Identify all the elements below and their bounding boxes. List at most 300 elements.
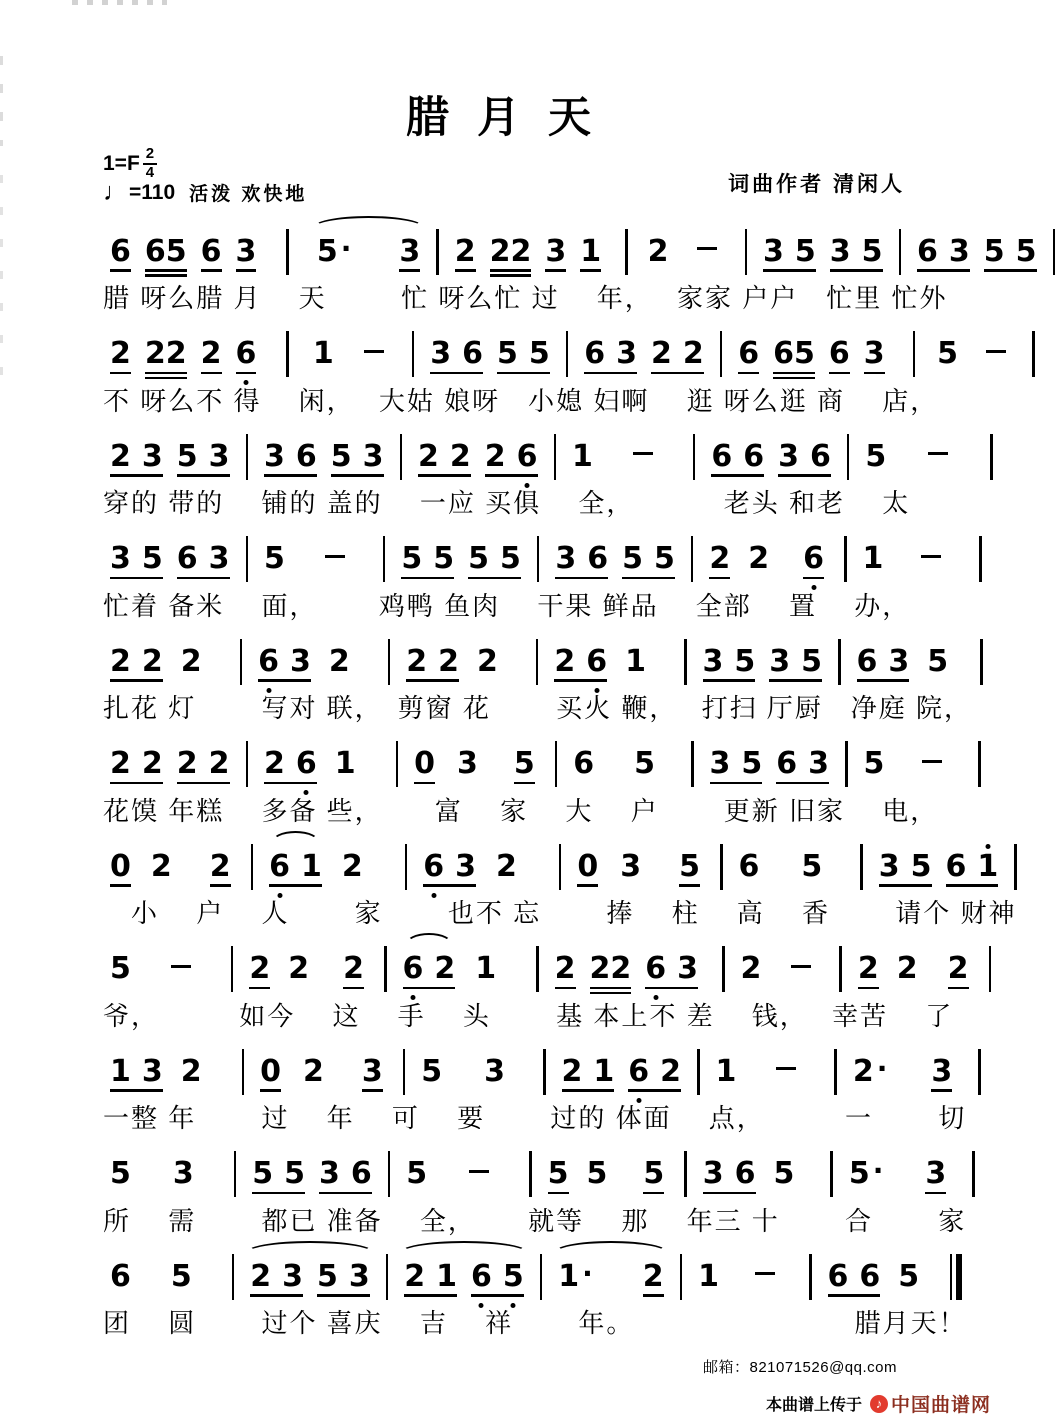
note-token [848,1154,884,1191]
beam-line [643,1294,664,1297]
beam-line [679,884,700,887]
note-token [801,848,823,884]
note-token [497,336,550,371]
beam-line [418,474,471,477]
note-digit: 2 [406,643,428,679]
spacer [324,764,328,765]
note-token [620,848,642,884]
note-digit: 5 [937,336,958,371]
spacer [363,764,387,765]
lyrics-line: 扎花 灯 写对 联， 剪窗 花 买火 鞭， 打扫 厅厨 净庭 院， [103,693,973,723]
note-token [584,336,637,371]
barline [566,331,569,377]
barline [412,331,415,377]
note-digit: 1 [334,746,356,781]
note-digit: 6 [471,1258,492,1294]
note-digit: 2 [434,951,456,986]
note-token [917,233,970,269]
note-token [110,541,163,576]
note-digit: 3 [620,848,642,884]
spacer [170,1071,174,1072]
note-digit: 3 [829,233,851,269]
spacer [138,1276,164,1277]
meter-numerator: 2 [143,146,157,165]
note-token [176,438,230,474]
note-digit: 6 [295,746,317,781]
note-digit: 3 [282,1258,303,1294]
note-token [457,746,478,781]
barline [405,844,408,890]
note-digit: 6 [803,541,824,576]
barline [745,229,748,275]
note-token [343,951,364,986]
final-barline [950,1254,962,1300]
beam-line [110,782,163,785]
notation-system [103,1237,967,1340]
spacer [298,354,306,355]
barline [555,741,558,787]
note-digit: 5 [316,233,338,269]
spacer [298,251,310,252]
spacer [925,969,941,970]
note-digit: 0 [577,848,599,884]
spacer [955,456,981,457]
spacer [892,354,904,355]
note-digit: 2 [209,848,231,884]
note-token [679,848,700,884]
email-label: 邮箱： [702,1359,750,1376]
barline [684,639,687,685]
note-digit: 2 [176,746,198,781]
note-digit: 1 [110,1053,131,1089]
note-digit: 5 [547,1156,569,1191]
note-digit: 3 [172,1156,194,1191]
beam-line [236,269,257,272]
beam-line [471,1294,524,1297]
note-token [698,1258,720,1294]
notes-line [103,725,945,795]
barline [625,229,628,275]
beam-line [545,269,566,272]
spacer [358,260,392,261]
beam-line [264,474,317,477]
note-token [325,558,345,561]
beam-line [622,577,675,580]
note-token [110,643,163,679]
note-digit: 5 [861,233,883,269]
key-label: 1=F [103,151,140,175]
barline [1014,844,1017,890]
barline [240,639,243,685]
site-logo [870,1390,991,1417]
note-token [471,1258,524,1294]
note-digit: 5 [679,848,700,884]
barline [722,946,725,992]
note-digit: 3 [430,336,452,371]
note-digit: 6 [516,438,538,474]
note-token [172,1156,194,1191]
note-digit: 3 [709,746,731,781]
note-digit: 3 [925,1156,947,1191]
note-token [110,438,163,474]
spacer [801,1174,821,1175]
note-token [249,951,271,986]
beam-line [925,1192,946,1195]
beam-line [331,474,384,477]
beam-line [110,269,131,272]
note-token [573,746,595,781]
barline [839,946,842,992]
note-token [740,951,762,986]
note-digit: 2 [343,951,364,986]
note-digit: 2 [438,643,459,679]
beam-line [110,1089,163,1092]
note-token [110,1156,131,1191]
beam-line [319,1192,372,1195]
spacer [724,251,736,252]
dot-after: · [582,1256,593,1290]
spacer [483,866,489,867]
note-digit: 6 [628,1053,650,1089]
note-token [776,1070,796,1073]
slur-group [397,1258,531,1294]
beam-line [562,1089,615,1092]
note-digit: 6 [859,1258,881,1294]
beam-line [628,1089,681,1092]
note-digit: 1 [301,848,322,884]
note-digit: 5 [983,233,1005,269]
note-digit: 2 [947,951,969,986]
spacer [614,1174,636,1175]
note-token [738,848,760,884]
beam-line [645,987,698,990]
note-token [561,1053,615,1089]
spacer [138,866,144,867]
note-token [922,763,942,766]
note-digit: 6 [587,541,609,576]
note-digit: 1 [715,1053,737,1089]
note-digit: 6 [776,746,798,781]
note-digit: 3 [141,438,163,474]
note-token [513,746,535,781]
spacer [886,969,890,970]
note-token [711,438,765,474]
beam-line [403,987,456,990]
note-token [402,951,456,986]
beam-line [430,372,483,375]
note-digit: 6 [110,233,131,269]
barline [847,434,850,480]
note-digit: 5 [497,336,518,371]
beam-line [406,679,459,682]
notation-system [103,1135,967,1238]
note-digit: 3 [808,746,829,781]
notes-line [103,1135,945,1205]
notation-area [103,212,1037,1340]
lyrics-line: 团 圆 过个 喜庆 吉 祥 年。 腊月天！ [103,1308,967,1338]
note-digit: 5 [1015,233,1037,269]
quarter-note-icon: ♩ [103,178,128,206]
beam-line [201,372,222,375]
note-digit: 5 [330,438,352,474]
note-token [328,643,350,679]
beam-line [404,1294,457,1297]
barline [403,1049,406,1095]
note-digit: 5 [773,1156,795,1191]
note-digit: 3 [702,643,724,679]
contact-email [703,1356,897,1377]
note-digit: 3 [110,541,131,576]
note-digit: 5 [468,541,489,576]
note-token [110,1053,163,1089]
spacer [605,866,613,867]
spacer [199,1276,223,1277]
spacer [466,661,470,662]
note-digit: 3 [362,438,384,474]
barline [980,639,983,685]
note-token [547,1156,569,1191]
spacer [485,764,507,765]
note-token [803,541,824,576]
barline [978,741,981,787]
note-token [554,643,608,679]
note-digit: 6 [711,438,733,474]
note-token [545,233,567,269]
note-token [865,438,887,474]
note-digit: 2 [144,336,166,371]
note-digit: 5 [741,746,763,781]
notes-line [103,622,949,692]
note-digit: 2 [165,336,187,371]
beam-line [177,577,230,580]
barline [242,1049,245,1095]
spacer [726,1276,748,1277]
spacer [676,251,690,252]
beam-line [829,372,850,375]
spacer [357,661,379,662]
meter-denominator: 4 [145,163,155,181]
barline [246,741,249,787]
dash-extension [986,350,1006,353]
note-digit: 2 [110,438,131,474]
note-token [330,438,384,474]
note-token [341,848,363,884]
note-digit: 2 [642,1258,664,1294]
note-digit: 5 [794,336,815,371]
dash-extension [791,965,811,968]
note-token [647,233,669,269]
note-digit: 2 [264,746,285,781]
spacer [576,1174,580,1175]
note-digit: 5 [165,233,187,269]
note-digit: 2 [341,848,363,884]
spacer [391,354,403,355]
note-digit: 2 [454,233,476,269]
spacer [209,1071,233,1072]
note-digit: 2 [651,336,672,371]
spacer [660,456,684,457]
note-digit: 0 [260,1053,281,1089]
note-digit: 3 [290,643,311,679]
beam-line [485,474,538,477]
note-digit: 6 [258,643,279,679]
barline [529,1151,532,1197]
note-token [651,336,704,371]
note-digit: 2 [682,336,704,371]
note-token [110,336,131,371]
song-title: 腊 月 天 [406,94,599,142]
note-digit: 1 [698,1258,720,1294]
spacer [926,1276,942,1277]
note-token [738,336,760,371]
note-token [180,1053,202,1089]
beam-line [110,577,163,580]
note-token [288,951,310,986]
note-token [558,1256,593,1294]
note-token [625,643,646,679]
lyrics-line: 花馍 年糕 多备 些， 富 家 大 户 更新 旧家 电， [103,795,939,826]
note-digit: 5 [865,438,887,474]
spacer [462,969,468,970]
composer-credit: 词曲作者 清闲人 [728,173,905,196]
spacer [948,559,970,560]
beam-line [830,269,883,272]
dash-extension [633,452,653,455]
spacer [600,1285,636,1286]
spacer [371,969,375,970]
note-digit: 3 [769,643,791,679]
note-digit: 2 [150,848,172,884]
slur-group [310,231,427,269]
beam-line [490,274,532,277]
note-digit: 5 [927,643,949,679]
beam-line [864,372,885,375]
note-digit: 5 [863,746,885,781]
key-signature [103,146,157,181]
beam-line [145,372,187,375]
spacer [352,559,374,560]
barline [436,229,439,275]
note-token [896,951,918,986]
spacer [179,866,203,867]
beam-line [423,884,476,887]
note-token [643,1156,665,1191]
beam-line [879,884,932,887]
note-digit: 1 [580,233,602,269]
spacer [608,251,616,252]
dash-extension [776,1067,796,1070]
note-token [773,336,815,371]
spacer [277,969,281,970]
barline [809,1254,812,1300]
note-digit: 2 [748,541,770,576]
note-token [477,643,498,679]
notes-line [103,1032,953,1102]
note-token [983,233,1037,269]
note-digit: 2 [110,746,131,781]
spacer [653,661,675,662]
spacer [542,764,546,765]
note-digit: 3 [141,1053,163,1089]
spacer [829,866,851,867]
note-digit: 5 [176,438,198,474]
note-digit: 6 [645,951,667,986]
note-digit: 5 [848,1156,870,1191]
beam-line [343,987,364,990]
note-digit: 2 [561,1053,583,1089]
spacer [959,1071,969,1072]
note-digit: 6 [856,643,878,679]
barline [691,741,694,787]
beam-line [210,884,231,887]
note-digit: 5 [110,1156,131,1191]
spacer [766,866,794,867]
spacer [743,1071,769,1072]
note-digit: 2 [200,336,222,371]
barline [246,536,249,582]
note-digit: 2 [180,643,202,679]
beam-line [497,372,550,375]
note-token [110,848,131,884]
upload-note-text: 本曲谱上传于 [765,1397,862,1414]
note-digit: 6 [945,848,967,884]
note-token [862,541,884,576]
note-token [264,746,317,781]
note-digit: 3 [348,1258,370,1294]
note-digit: 5 [433,541,455,576]
spacer [390,1071,394,1072]
note-digit: 2 [857,951,879,986]
note-token [829,233,883,269]
barline [286,229,289,275]
spacer [887,1276,891,1277]
spacer [170,661,174,662]
note-token [312,336,334,371]
beam-line [917,269,970,272]
note-token [642,1258,664,1294]
spacer [505,661,527,662]
note-digit: 6 [423,848,445,884]
spacer [705,969,713,970]
beam-line [769,679,822,682]
dot-after: · [872,1154,884,1187]
note-token [748,541,770,576]
expression-text: 活泼 欢快地 [189,184,308,205]
note-token [319,1156,372,1191]
dot-after: · [876,1051,888,1085]
note-token [468,541,521,576]
barline [972,1151,975,1197]
note-digit: 6 [743,438,765,474]
spacer [924,354,930,355]
notation-system [103,315,958,418]
time-signature [143,146,157,181]
note-digit: 3 [763,233,784,269]
beam-line [269,884,322,887]
note-token [496,848,517,884]
spacer [198,969,222,970]
barline [286,331,289,377]
note-token [454,233,476,269]
barline [383,536,386,582]
spacer [496,1174,520,1175]
barline [830,1151,833,1197]
lyrics-line: 小 户 人 家 也不 忘 捧 柱 高 香 请个 财神 [103,898,1017,928]
note-digit: 2 [418,438,439,474]
note-digit: 5 [801,848,823,884]
spacer [288,1071,296,1072]
note-token [406,643,459,679]
